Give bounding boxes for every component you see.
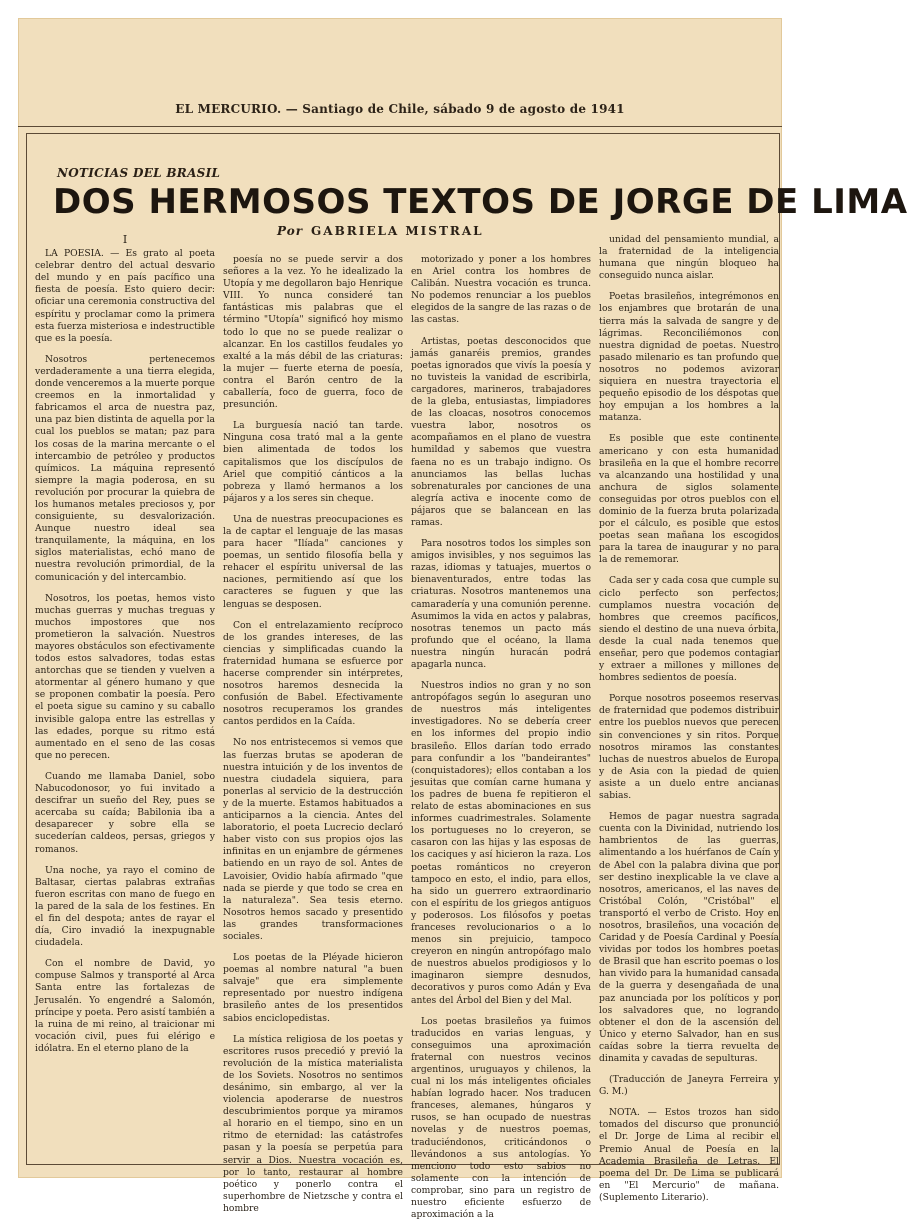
paragraph: Una de nuestras preocupaciones es la de captar el lenguaje de las masas para hacer "Ilíada" canciones y poemas, un sentido filosofía bella y rehacer el espíritu universal de las naciones, permitiendo así que los caracteres se fuguen y que las lenguas se desposen. [223,513,403,610]
paragraph: Una noche, ya rayo el comino de Baltasar, ciertas palabras extrañas fueron escritas con mano de fuego en la pared de la sala de los festines. En el fin del despota; antes de rayar el día, Ciro invadió la inexpugnable ciudadela. [35,864,215,949]
paragraph: Cada ser y cada cosa que cumple su ciclo perfecto son perfectos; cumplamos nuestra vocación de hombres que creemos pacíficos, siendo el destino de una nueva órbita, desde la cual nada tenemos que enseñar, pero que podemos contagiar y extraer a millones y millones de hombres sedientos de poesía. [599,575,779,684]
paragraph: Para nosotros todos los simples son amigos invisibles, y nos seguimos las razas, idiomas y tatuajes, muertos o bienaventurados, entre todas las criaturas. Nosotros mantenemos una camaradería y una comunión perenne. Asumimos la vida en actos y palabras, nosotras tenemos un pacto más profundo que el océano, la llama nuestra ningún huracán podrá apagarla nunca. [411,538,591,670]
paragraph: No nos entristecemos si vemos que las fuerzas brutas se apoderan de nuestra intuición y de los inventos de nuestra ciudadela siquiera, para ponerlas al servicio de la destrucción y de la muerte. Estamos habituados a anticiparnos a la ciencia. Antes del laboratorio, el poeta Lucrecio declaró haber visto con sus propios ojos las infinitas en un enjambre de gérmenes batiendo en un rayo de sol. Antes de Lavoisier, Ovidio había afirmado "que nada se pierde y que todo se crea en la naturaleza". Sea tesis eterno. Nosotros hemos sacado y presentido las grandes transformaciones sociales. [223,737,403,942]
paragraph: Con el entrelazamiento recíproco de los grandes intereses, de las ciencias y simplificadas cuando la fraternidad humana se esfuerce por hacerse comprender sin intérpretes, nosotros haremos desnecida la confusión de Babel. Efectivamente nosotros recuperamos los grandes cantos perdidos en la Caída. [223,619,403,728]
newspaper-name: EL MERCURIO. [175,102,282,116]
paragraph: Artistas, poetas desconocidos que jamás ganaréis premios, grandes poetas ignorados que vivís la poesía y no tuvisteis la vanidad de escribirla, cargadores, marineros, trabajadores de la gleba, entusiastas, limpiadores de las cloacas, nosotros conocemos vuestra labor, nosotros os acompañamos en el plano de vuestra humildad y sabemos que vuestra faena no es un trabajo indigno. Os anunciamos las bellas luchas sobrenaturales por canciones de una alegría activa e inocente como de pájaros que se balancean en las ramas. [411,335,591,528]
article-body [35,233,779,1221]
paragraph: Los poetas de la Pléyade hicieron poemas al nombre natural "a buen salvaje" que era simplemente representado por nuestro indígena brasileño antes de los presentidos sabios enciclopedistas. [223,952,403,1024]
paragraph: Poetas brasileños, integrémonos en los enjambres que brotarán de una tierra más la salvada de sangre y de lágrimas. Reconciliémonos con nuestra dignidad de poetas. Nuestro pasado milenario es tan profundo que nosotros no podemos avizorar siquiera en nuestra trayectoria el pequeño episodio de los déspotas que hoy empujan a los hombres a la matanza. [599,291,779,424]
paragraph: Nosotros, los poetas, hemos visto muchas guerras y muchas treguas y muchos impostores que nos prometieron la salvación. Nuestros mayores obstáculos son efectivamente todos estos salvadores, todas estas antorchas que se tienden y vuelven a atormentar al género humano y que se proponen combatir la poesía. Pero el poeta sigue su camino y su caballo invisible galopa entre las estrellas y las edades, porque su ritmo está aumentado en el seno de las cosas que no perecen. [35,592,215,761]
column-1 [35,234,215,1154]
paragraph: poesía no se puede servir a dos señores a la vez. Yo he idealizado la Utopía y me degollaron bajo Henrique VIII. Yo nunca consideré tan fantásticas mis palabras que el término "Utopía" significó hoy mismo todo lo que no se puede realizar o alcanzar. En los castillos feudales yo exalté a la más débil de las criaturas: la mujer — fuerte eterna de poesía, contra el Barón centro de la caballería, foco de guerra, foco de presunción. [223,254,403,411]
column-2 [223,254,403,1214]
paragraph: motorizado y poner a los hombres en Ariel contra los hombres de Calibán. Nuestra vocación es trunca. No podemos renunciar a los pueblos elegidos de la sangre de las razas o de las castas. [411,254,591,326]
section-number: I [122,233,128,246]
paragraph: Hemos de pagar nuestra sagrada cuenta con la Divinidad, nutriendo los hambrientos de las guerras, alimentando a los huérfanos de Caín y de Abel con la palabra divina que por ser destino inexplicable la ve clave a nosotros, americanos, el las naves de Cristóbal Colón, "Cristóbal" el transportó el verbo de Cristo. Hoy en nosotros, brasileños, una vocación de Caridad y de Poesía Cardinal y Poesía vividas por todos los hombres poetas de Brasil que han escrito poemas o los han vivido para la humanidad cansada de la guerra y desengañada de una paz anunciada por los políticos y por los salvadores que, no logrando obtener el don de la ascensión del Único y eterno Salvador, han en sus caídas sobre la tierra revuelta de dinamita y cavadas de sepulturas. [599,811,779,1064]
paragraph: La mística religiosa de los poetas y escritores rusos precedió y previó la revolución de la mística materialista de los Soviets. Nosotros no sentimos desánimo, sin embargo, al ver la violencia apoderarse de nuestros descubrimientos porque ya miramos al horario en el tiempo, sino en un ritmo de eternidad: las catástrofes pasan y la poesía se perpetúa para servir a Dios. Nuestra vocación es, por lo tanto, restaurar al hombre poético y ponerlo contra el superhombre de Nietzsche y contra el hombre [223,1033,403,1214]
paragraph: La burguesía nació tan tarde. Ninguna cosa trató mal a la gente bien alimentada de todos los capitalismos que los discípulos de Ariel que compitió cánticos a la pobreza y llamó hermanos a los pájaros y a los seres sin cheque. [223,420,403,504]
paragraph: Nuestros indios no gran y no son antropófagos según lo aseguran uno de nuestros más inteligentes investigadores. No se debería creer en los informes del propio indio brasileño. Ellos darían todo errado para confundir a los "bandeirantes" (conquistadores); ellos contaban a los jesuitas que comían carne humana y los padres de buena fe repitieron el relato de estas abominaciones en sus informes cuadrimestrales. Solamente los portugueses no lo creyeron, se casaron con las hijas y las esposas de los caciques y así hicieron la raza. Los poetas románticos no creyeron tampoco en esto, el indio, para ellos, ha sido un guerrero extraordinario con el espíritu de los griegos antiguos y poderosos. Los filósofos y poetas franceses revolucionarios o a lo menos sin prejuicio, tampoco creyeron en ningún antropófago malo de nuestros abuelos prodigiosos y lo imaginaron siempre desnudos, decorativos y puros como Adán y Eva antes del Árbol del Bien y del Mal. [411,680,591,1006]
paragraph: Con el nombre de David, yo compuse Salmos y transporté al Arca Santa entre las fortalezas de Jerusalén. Yo engendré a Salomón, príncipe y poeta. Pero asistí también a la ruina de mi reino, al traicionar mi vocación civil, pues fui elérigo e idólatra. En el eterno plano de la [35,958,215,1054]
dateline: — Santiago de Chile, sábado 9 de agosto de 1941 [281,102,625,116]
paragraph: Cuando me llamaba Daniel, sobo Nabucodonosor, yo fui invitado a descifrar un sueño del Rey, pues se acercaba su caída; Babilonia iba a desaparecer y sobre ella se sucederían caldeos, persas, griegos y romanos. [35,770,215,855]
article-headline: DOS HERMOSOS TEXTOS DE JORGE DE LIMA [53,182,908,222]
byline-prefix: Por [277,224,304,238]
column-4 [599,234,779,1203]
newspaper-clipping [18,18,908,1221]
paragraph: unidad del pensamiento mundial, a la fraternidad de la inteligencia humana que ningún bloqueo ha conseguido nunca aislar. [599,234,779,282]
article [26,133,908,1221]
editor-note: NOTA. — Estos trozos han sido tomados del discurso que pronunció el Dr. Jorge de Lima al recibir el Premio Anual de Poesía en la Academia Brasileña de Letras. El poema del Dr. De Lima se publicará en "El Mercurio" de mañana. (Suplemento Literario). [599,1107,779,1203]
article-kicker: NOTICIAS DEL BRASIL [57,166,221,180]
paragraph: Los poetas brasileños ya fuimos traducidos en varias lenguas, y conseguimos una aproximación fraternal con nuestros vecinos argentinos, uruguayos y chilenos, la cual ni los más inteligentes oficiales habían logrado hacer. Nos traducen franceses, alemanes, húngaros y rusos, se han ocupado de nuestras novelas y de nuestros poemas, traduciéndonos, criticándonos o llevándonos a sus antologías. Yo menciono todo esto sabios no solamente con la intención de comprobar, sino para un registro de nuestro eficiente esfuerzo de aproximación a la [411,1015,591,1221]
paragraph: LA POESIA. — Es grato al poeta celebrar dentro del actual desvario del mundo y en país pacífico una fiesta de poesía. Esto quiero decir: oficiar una ceremonia constructiva del espíritu y proclamar como la primera esta fuerza misteriosa e indestructible que es la poesía. [35,248,215,344]
paragraph: Es posible que este continente americano y con esta humanidad brasileña en la que el hombre recorre va alcanzando una hostilidad y una anchura de siglos solamente conseguidas por otros pueblos con el dominio de la fuerza bruta polarizada por el cálculo, es posible que estos poetas sean mañana los escogidos para la tarea de inaugurar y no para la de rememorar. [599,433,779,566]
paragraph: Porque nosotros poseemos reservas de fraternidad que podemos distribuir entre los pueblos nuevos que perecen sin convenciones y sin ritos. Porque nosotros miramos las constantes luchas de nuestros abuelos de Europa y de Asia con la piedad de quien asiste a un duelo entre ancianas sabias. [599,693,779,802]
masthead [18,102,782,127]
translation-credit: (Traducción de Janeyra Ferreira y G. M.) [599,1074,779,1098]
column-3 [411,254,591,1221]
paragraph: Nosotros pertenecemos verdaderamente a una tierra elegida, donde venceremos a la muerte porque creemos en la inmortalidad y fabricamos el arca de nuestra paz, una paz bien distinta de aquella por la cual los pueblos se matan; paz para los cosas de la marina mercante o el intercambio de petróleo y productos químicos. La máquina representó siempre la magia poderosa, en su revolución por procurar la quiebra de los humanos metales preciosos y, por consiguiente, su desvalorización. Aunque nuestro ideal sea tranquilamente, la máquina, en los siglos materialistas, echó mano de nuestra revolución primordial, de la comunicación y del intercambio. [35,353,215,583]
author-name: GABRIELA MISTRAL [311,224,484,238]
